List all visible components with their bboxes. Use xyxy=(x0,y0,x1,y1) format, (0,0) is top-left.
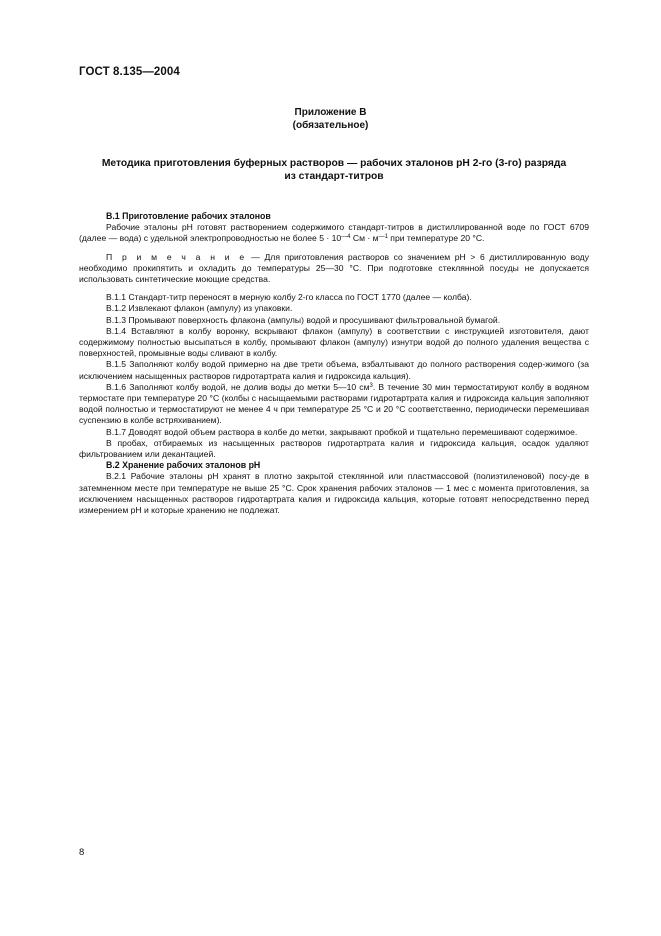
note-paragraph xyxy=(79,252,589,286)
title-line-1: Методика приготовления буферных растворов — рабочих эталонов pH 2-го (3-го) разряда xyxy=(101,158,567,169)
document-header: ГОСТ 8.135—2004 xyxy=(79,66,180,78)
item-b-1-1: В.1.1 Стандарт-титр переносят в мерную колбу 2-го класса по ГОСТ 1770 (далее — колба). xyxy=(106,292,472,303)
appendix-status: (обязательное) xyxy=(292,119,369,131)
item-b-2-1: В.2.1 Рабочие эталоны pH хранят в плотно закрытой стеклянной или пластмассовой (полиэтиленовой) посу-де в затемненном месте при температуре не выше 25 °С. Срок хранения рабочих эталонов — 1 мес с момента приготовления, за исключением насыщенных растворов гидротартрата калия и гидроксида кальция, которые готовят непосредственно перед измерением pH и которые хранению не подлежат. xyxy=(79,471,589,516)
item-b-1-6-text-b: . В течение 30 мин термостатируют колбу в водяном термостате при температуре 20 °С (колбы с насыщаемыми растворами гидротартрата калия и гидроксида кальция заполняют водой полностью и термостатируют не менее 4 ч при температуре 25 °С и 20 °С соответственно, периодически перемешивая суспензию в колбе встряхиванием). xyxy=(79,381,589,426)
title-line-2: из стандарт-титров xyxy=(284,170,384,182)
intro-exponent-1: —4 xyxy=(341,234,351,241)
appendix-heading xyxy=(0,107,661,132)
intro-exponent-2: —1 xyxy=(378,234,388,241)
item-b-1-6 xyxy=(79,382,589,427)
item-b-1-5: В.1.5 Заполняют колбу водой примерно на две трети объема, взбалтывают до полного растворения содер-жимого (за исключением насыщенных растворов гидротартрата калия и гидроксида кальция). xyxy=(79,359,589,381)
page-number: 8 xyxy=(79,847,85,858)
section-heading-b2: В.2 Хранение рабочих эталонов pH xyxy=(106,460,261,471)
intro-text-c: при температуре 20 °С. xyxy=(387,233,485,244)
section-heading-b1: В.1 Приготовление рабочих эталонов xyxy=(106,211,271,221)
appendix-title xyxy=(79,158,589,183)
item-b-1-6-text-a: В.1.6 Заполняют колбу водой, не долив воды до метки 5—10 см xyxy=(106,381,370,392)
document-body xyxy=(79,211,589,516)
samples-note: В пробах, отбираемых из насыщенных растворов гидротартрата калия и гидроксида кальция, осадок удаляют фильтрованием или декантацией. xyxy=(79,437,589,460)
paragraph-intro xyxy=(79,222,589,244)
appendix-label: Приложение В xyxy=(294,107,367,118)
item-b-1-2: В.1.2 Извлекают флакон (ампулу) из упаковки. xyxy=(106,303,293,314)
intro-text-b: См · м xyxy=(350,233,379,244)
note-text: — Для приготовления растворов со значением pH > 6 дистиллированную воду необходимо прокипятить и охладить до температуры 25—30 °С. При подготовке стеклянной посуды не допускается использовать синтетические моющие средства. xyxy=(79,251,589,285)
item-b-1-7: В.1.7 Доводят водой объем раствора в колбе до метки, закрывают пробкой и тщательно перемешивают содержимое. xyxy=(106,426,578,437)
item-b-1-3: В.1.3 Промывают поверхность флакона (ампулы) водой и просушивают фильтровальной бумагой. xyxy=(106,314,501,325)
note-label: П р и м е ч а н и е xyxy=(106,251,247,262)
intro-text-a: Рабочие эталоны pH готовят растворением содержимого стандарт-титров в дистиллированной воде по ГОСТ 6709 (далее — вода) с удельной электропроводностью не более 5 · 10 xyxy=(79,222,589,244)
item-b-1-4: В.1.4 Вставляют в колбу воронку, вскрывают флакон (ампулу) в соответствии с инструкцией изготовителя, дают содержимому полностью высыпаться в колбу, промывают флакон (ампулу) изнутри водой до полного удаления вещества с поверхностей, промывные воды сливают в колбу. xyxy=(79,325,589,359)
item-b-1-6-exponent: 3 xyxy=(369,382,373,389)
